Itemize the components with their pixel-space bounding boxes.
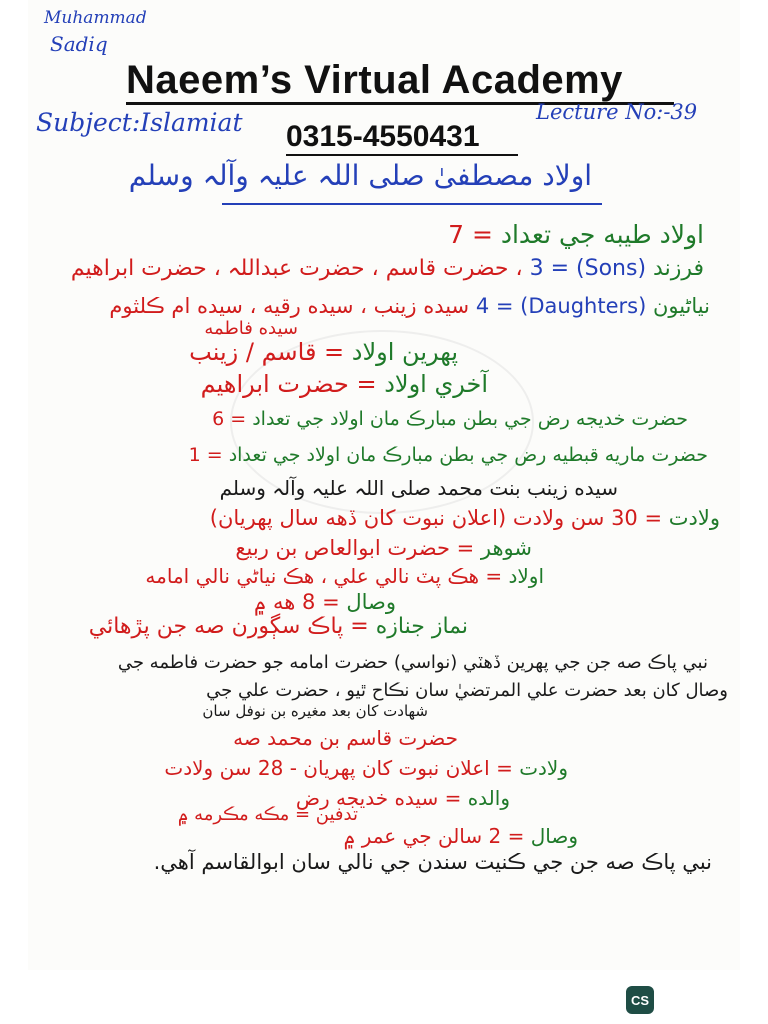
note-segment: (Sons) = 3 — [522, 256, 654, 281]
note-segment: حضرت خديجه رض جي بطن مبارڪ مان اولاد جي تعداد — [252, 408, 688, 430]
note-segment: ولادت — [519, 756, 568, 780]
note-segment: وصال کان بعد حضرت علي المرتضيٰ سان نڪاح ٿيو ، حضرت علي جي — [206, 680, 728, 701]
phone-number: 0315-4550431 — [286, 120, 480, 153]
note-segment: وصال — [346, 590, 396, 614]
note-segment: شوهر — [480, 536, 532, 560]
note-segment: = 2 سالن جي عمر ۾ — [343, 824, 531, 848]
note-line — [254, 592, 396, 613]
note-segment: = 30 سن ولادت (اعلان نبوت کان ڏهه سال پهريان) — [209, 506, 669, 530]
page-heading: اولاد مصطفیٰ صلی اللہ علیہ وآلہ وسلم — [128, 159, 592, 192]
note-segment: = حضرت ابوالعاص بن ربيع — [235, 536, 481, 560]
note-segment: سيده زينب ، سيده رقيه ، سيده ام ڪلثوم — [109, 294, 470, 318]
note-line — [220, 478, 618, 498]
note-segment: سيده زينب بنت محمد صلی اللہ علیہ وآلہ وسلم — [219, 476, 618, 500]
note-segment: نبي پاڪ صه جن جي ڪنيت سندن جي نالي سان ابوالقاسم آهي. — [153, 850, 712, 874]
heading-underline — [222, 203, 602, 205]
note-line — [210, 508, 720, 529]
note-segment: نماز جنازه — [375, 614, 468, 639]
note-segment: ، حضرت قاسم ، حضرت عبداللہ ، حضرت ابراهيم — [70, 256, 523, 281]
note-segment: نياڻيون — [652, 294, 710, 318]
note-segment: حضرت قاسم بن محمد صه — [233, 726, 458, 750]
note-segment: = قاسم / زينب — [189, 338, 352, 366]
lecture-number: Lecture No:-39 — [536, 100, 698, 124]
note-segment: = 6 — [212, 408, 253, 430]
note-segment: حضرت ماريه قبطيه رض جي بطن مبارڪ مان اولاد جي تعداد — [228, 444, 708, 466]
note-line — [201, 372, 488, 396]
note-line — [89, 616, 468, 638]
phone-underline — [286, 154, 518, 156]
camscanner-badge: CS — [626, 986, 654, 1014]
note-line — [164, 758, 568, 778]
note-segment: آخري اولاد — [384, 370, 488, 398]
note-segment: وصال — [530, 824, 578, 848]
note-segment: والده — [467, 786, 510, 810]
note-segment: = پاڪ سڳورن صه جن پڙهائي — [88, 614, 376, 639]
note-line — [118, 654, 708, 672]
note-segment: فرزند — [653, 256, 704, 281]
note-segment: = 8 هه ۾ — [254, 590, 347, 614]
author-name-line-1: Muhammad — [44, 8, 147, 28]
note-line — [71, 258, 704, 280]
note-segment: = سيده خديجه رض — [295, 786, 468, 810]
note-line — [235, 538, 532, 559]
note-segment: سيده فاطمه — [204, 318, 298, 339]
note-line — [206, 682, 728, 700]
author-name-line-2: Sadiq — [50, 32, 108, 56]
note-segment: = اعلان نبوت کان پهريان - 28 سن ولادت — [164, 756, 520, 780]
academy-title: Naeem’s Virtual Academy — [126, 58, 623, 102]
note-line — [204, 320, 298, 338]
note-segment: ولادت — [668, 506, 720, 530]
note-line — [154, 852, 712, 873]
note-line — [448, 222, 704, 247]
note-line — [189, 446, 708, 465]
note-line — [109, 296, 710, 317]
note-line — [202, 704, 428, 719]
note-segment: نبي پاڪ صه جن جي پهرين ڏهٽي (نواسي) حضرت امامه جو حضرت فاطمه جي — [117, 652, 708, 673]
note-segment: = 1 — [188, 444, 229, 466]
note-segment: پهرين اولاد — [351, 338, 458, 366]
subject-label: Subject:Islamiat — [36, 108, 243, 137]
note-segment: اولاد طيبه جي تعداد — [500, 220, 704, 249]
note-segment: تدفين = مڪه مڪرمه ۾ — [177, 804, 358, 825]
note-line — [189, 340, 458, 364]
note-segment: (Daughters) = 4 — [469, 294, 653, 318]
note-line — [212, 410, 688, 429]
note-line — [145, 566, 544, 586]
note-segment: اولاد — [508, 564, 544, 588]
note-segment: شهادت کان بعد مغيره بن نوفل سان — [202, 702, 428, 720]
note-segment: = حضرت ابراهيم — [200, 370, 385, 398]
note-line — [178, 806, 358, 824]
note-segment: = هڪ پٽ نالي علي ، هڪ نياڻي نالي امامه — [145, 564, 509, 588]
note-line — [233, 728, 458, 748]
note-segment: = 7 — [448, 220, 501, 249]
note-line — [344, 826, 578, 846]
